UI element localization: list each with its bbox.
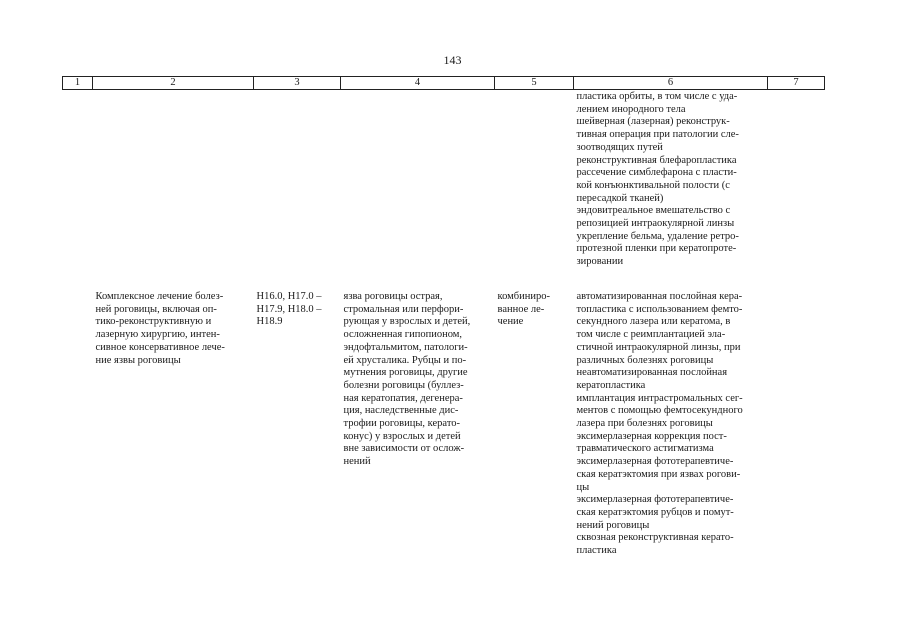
text-line: лазерную хирургию, интен- — [95, 329, 220, 341]
text-line: зоотводящих путей — [576, 141, 663, 153]
text-line: неавтоматизированная послойная — [576, 367, 728, 379]
text-line: сивное консервативное лече- — [95, 341, 225, 353]
text-line: ная кератопатия, дегенера- — [343, 392, 463, 404]
text-line: эндофтальмитом, патологи- — [343, 341, 468, 353]
text-line: рующая у взрослых и детей, — [343, 316, 471, 328]
column-header: 2 — [93, 77, 254, 90]
text-line: язва роговицы острая, — [343, 291, 443, 302]
text-line: протезной пленки при кератопроте- — [576, 243, 737, 255]
text-line: ней роговицы, включая оп- — [95, 303, 217, 315]
text-line: нений роговицы — [576, 519, 650, 531]
text-line: эндовитреальное вмешательство с — [576, 205, 731, 217]
text-line: автоматизированная послойная кера- — [576, 291, 743, 302]
text-line: осложненная гипопионом, — [343, 329, 463, 341]
text-line: реконструктивная блефаропластика — [576, 154, 737, 166]
column-header: 3 — [254, 77, 341, 90]
text-line: H18.9 — [256, 316, 283, 328]
continued-methods-cell — [574, 90, 768, 290]
text-line: различных болезнях роговицы — [576, 354, 714, 366]
text-line: тивная операция при патологии сле- — [576, 129, 739, 141]
medical-care-table — [62, 76, 825, 558]
text-line: секундного лазера или кератома, в — [576, 316, 731, 328]
text-line: пластика — [576, 545, 617, 557]
text-line: мутнения роговицы, другие — [343, 367, 468, 379]
text-line: стромальная или перфори- — [343, 303, 464, 315]
text-line: укрепление бельма, удаление ретро- — [576, 230, 739, 242]
method-entry — [577, 167, 765, 205]
method-entry — [577, 393, 765, 431]
method-entry — [577, 291, 765, 367]
text-line: ская кератэктомия при язвах рогови- — [576, 468, 741, 480]
text-line: стичной интраокулярной линзы, при — [576, 341, 741, 353]
method-entry — [577, 205, 765, 230]
text-line: лением инородного тела — [576, 103, 686, 115]
treatment-type-cell — [495, 289, 574, 558]
text-line: том числе с реимплантацией эла- — [576, 329, 726, 341]
text-line: сквозная реконструктивная керато- — [576, 532, 734, 544]
text-line: кератопластика — [576, 379, 646, 391]
text-line: эксимерлазерная фототерапевтиче- — [576, 494, 734, 506]
text-line: трофии роговицы, керато- — [343, 418, 461, 430]
text-line: ей хрусталика. Рубцы и по- — [343, 354, 467, 366]
icd-codes-cell — [254, 289, 341, 558]
text-line: ция, наследственные дис- — [343, 405, 459, 417]
text-line: шейверная (лазерная) реконструк- — [576, 116, 730, 128]
text-line: эксимерлазерная фототерапевтиче- — [576, 456, 734, 468]
text-line: ние язвы роговицы — [95, 354, 181, 366]
column-number-row — [63, 77, 825, 90]
column-header: 4 — [341, 77, 495, 90]
method-entry — [577, 91, 765, 116]
method-entry — [577, 116, 765, 154]
text-line: ментов с помощью фемтосекундного — [576, 405, 743, 417]
text-line: зировании — [576, 256, 624, 268]
text-line: эксимерлазерная коррекция пост- — [576, 430, 727, 442]
method-entry — [577, 532, 765, 557]
column-header: 5 — [495, 77, 574, 90]
method-entry — [577, 367, 765, 392]
table-row-continued — [63, 90, 825, 290]
method-entry — [577, 155, 765, 168]
text-line: нений — [343, 456, 371, 468]
text-line: ская кератэктомия рубцов и помут- — [576, 506, 734, 518]
patient-model-cell — [341, 289, 495, 558]
text-line: конус) у взрослых и детей — [343, 430, 461, 442]
text-line: Комплексное лечение болез- — [95, 291, 224, 302]
text-line: тико-реконструктивную и — [95, 316, 212, 328]
method-entry — [577, 494, 765, 532]
text-line: пересадкой тканей) — [576, 192, 664, 204]
method-entry — [577, 431, 765, 456]
method-entry — [577, 456, 765, 494]
care-name-cell — [93, 289, 254, 558]
method-entry — [577, 231, 765, 269]
text-line: лазера при болезнях роговицы — [576, 418, 713, 430]
text-line: болезни роговицы (буллез- — [343, 379, 464, 391]
text-line: пластика орбиты, в том числе с уда- — [576, 91, 738, 102]
column-header: 6 — [574, 77, 768, 90]
text-line: вне зависимости от ослож- — [343, 443, 465, 455]
text-line: репозицией интраокулярной линзы — [576, 218, 735, 230]
text-line: H16.0, H17.0 – — [256, 291, 322, 302]
text-line: топластика с использованием фемто- — [576, 303, 743, 315]
table-row-cornea — [63, 289, 825, 558]
text-line: рассечение симблефарона с пласти- — [576, 167, 737, 179]
treatment-methods-cell — [574, 289, 768, 558]
page-number: 143 — [443, 53, 462, 67]
text-line: чение — [497, 316, 524, 328]
text-line: кой конъюнктивальной полости (с — [576, 179, 730, 191]
text-line: травматического астигматизма — [576, 443, 714, 455]
text-line: H17.9, H18.0 – — [256, 303, 322, 315]
text-line: комбиниро- — [497, 291, 550, 302]
column-header: 7 — [768, 77, 825, 90]
text-line: имплантация интрастромальных сег- — [576, 392, 743, 404]
text-line: ванное ле- — [497, 303, 545, 315]
column-header: 1 — [63, 77, 93, 90]
text-line: цы — [576, 481, 590, 493]
